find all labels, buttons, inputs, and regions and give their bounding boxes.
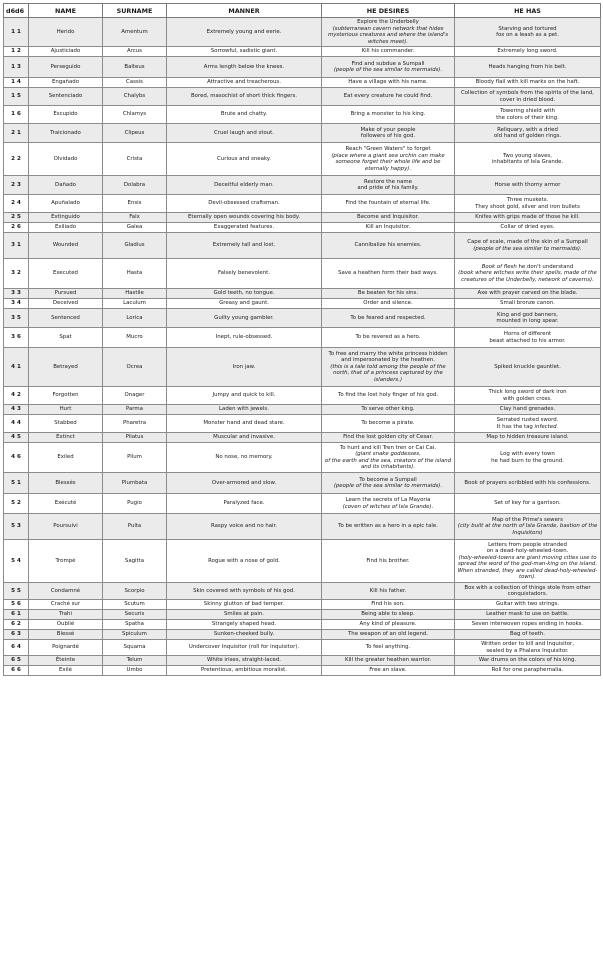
name-cell: Apuñalado [29, 195, 103, 213]
manner-cell: Raspy voice and no hair. [167, 514, 322, 540]
roll-cell: 4 5 [4, 433, 29, 443]
roll-cell: 2 4 [4, 195, 29, 213]
table-row [4, 666, 601, 676]
has-cell: Box with a collection of things stole from other conquistadors. [455, 583, 601, 600]
has-cell: Cape of scale, made of the skin of a Sumpall (people of the sea similar to mermaids). [455, 233, 601, 259]
table-row [4, 443, 601, 473]
table-row [4, 387, 601, 405]
has-cell: Collar of dried eyes. [455, 223, 601, 233]
surname-cell: Parma [103, 405, 167, 415]
manner-cell: Devil-obsessed craftsman. [167, 195, 322, 213]
has-cell: Two young slaves, inhabitants of Isla Grande. [455, 143, 601, 176]
table-row [4, 620, 601, 630]
desires-cell: The weapon of an old legend. [322, 630, 455, 640]
name-cell: Exilé [29, 666, 103, 676]
table-row [4, 143, 601, 176]
manner-cell: Sunken-cheeked bully. [167, 630, 322, 640]
npc-table [3, 3, 601, 676]
manner-cell: Curious and sneaky. [167, 143, 322, 176]
manner-cell: Extremely tall and lost. [167, 233, 322, 259]
manner-cell: Skin covered with symbols of his god. [167, 583, 322, 600]
desires-cell: Restore the name and pride of his family. [322, 176, 455, 195]
manner-cell: Over-armored and slow. [167, 473, 322, 494]
name-cell: Extinct [29, 433, 103, 443]
desires-cell: Kill his commander. [322, 47, 455, 57]
name-cell: Executed [29, 259, 103, 289]
desires-cell: Become and Inquisitor. [322, 213, 455, 223]
surname-cell: Onager [103, 387, 167, 405]
surname-cell: Arcus [103, 47, 167, 57]
roll-cell: 3 1 [4, 233, 29, 259]
desires-cell: Learn the secrets of La Mayoria (coven of witches of Isla Grande). [322, 494, 455, 514]
surname-cell: Sagitta [103, 540, 167, 583]
table-row [4, 195, 601, 213]
desires-cell: Reach "Green Waters" to forget (place where a giant sea urchin can make someone forget their whole life and be eternally happy). [322, 143, 455, 176]
manner-cell: Skinny glutton of bad temper. [167, 600, 322, 610]
surname-cell: Lorica [103, 309, 167, 328]
table-row [4, 233, 601, 259]
roll-cell: 6 3 [4, 630, 29, 640]
name-cell: Ajusticiado [29, 47, 103, 57]
desires-cell: To become a pirate. [322, 415, 455, 433]
manner-cell: Exaggerated features. [167, 223, 322, 233]
name-cell: Exécuté [29, 494, 103, 514]
roll-cell: 5 3 [4, 514, 29, 540]
table-row [4, 348, 601, 387]
name-cell: Stabbed [29, 415, 103, 433]
table-row [4, 223, 601, 233]
table-row [4, 640, 601, 656]
has-cell: Seven interwoven ropes ending in hooks. [455, 620, 601, 630]
has-cell: Three muskets. They shoot gold, silver and iron bullets [455, 195, 601, 213]
surname-cell: Scorpio [103, 583, 167, 600]
roll-cell: 5 2 [4, 494, 29, 514]
has-cell: Starving and tortured fox on a leash as a pet. [455, 18, 601, 47]
has-cell: Axe with prayer carved on the blade. [455, 289, 601, 299]
table-row [4, 656, 601, 666]
surname-cell: Ocrea [103, 348, 167, 387]
desires-cell: Kill an Inquisitor. [322, 223, 455, 233]
table-row [4, 610, 601, 620]
surname-cell: Ensis [103, 195, 167, 213]
surname-cell: Spatha [103, 620, 167, 630]
roll-cell: 6 6 [4, 666, 29, 676]
manner-cell: White irises, straight-laced. [167, 656, 322, 666]
has-cell: Written order to kill and Inquisitor, sealed by a Phalanx Inquisitor. [455, 640, 601, 656]
name-cell: Blessé [29, 630, 103, 640]
manner-cell: Strangely shaped head. [167, 620, 322, 630]
roll-cell: 3 6 [4, 328, 29, 348]
has-cell: Guitar with two strings. [455, 600, 601, 610]
desires-cell: To find the lost holy finger of his god. [322, 387, 455, 405]
surname-cell: Umbo [103, 666, 167, 676]
desires-cell: To be feared and respected. [322, 309, 455, 328]
name-cell: Dañado [29, 176, 103, 195]
desires-cell: Being able to sleep. [322, 610, 455, 620]
roll-cell: 3 5 [4, 309, 29, 328]
table-row [4, 299, 601, 309]
desires-cell: Find his son. [322, 600, 455, 610]
desires-cell: To free and marry the white princess hidden and impersonated by the heathen. (this is a tale told among the people of the north, that of a princess captured by the islanders.) [322, 348, 455, 387]
surname-cell: Telum [103, 656, 167, 666]
header-row [4, 4, 601, 18]
manner-cell: Greasy and gaunt. [167, 299, 322, 309]
name-cell: Poursuivi [29, 514, 103, 540]
header-name: NAME [29, 4, 103, 18]
desires-cell: Make of your people followers of his god. [322, 124, 455, 143]
name-cell: Exiled [29, 443, 103, 473]
table-row [4, 18, 601, 47]
has-cell: Extremely long sword. [455, 47, 601, 57]
manner-cell: Laden with jewels. [167, 405, 322, 415]
name-cell: Éteinte [29, 656, 103, 666]
name-cell: Craché sur [29, 600, 103, 610]
name-cell: Extinguido [29, 213, 103, 223]
desires-cell: Find the lost golden city of Cesar. [322, 433, 455, 443]
has-cell: Log with every town he had burn to the ground. [455, 443, 601, 473]
has-cell: Thick long sword of dark iron with golden cross. [455, 387, 601, 405]
table-row [4, 309, 601, 328]
manner-cell: Cruel laugh and stout. [167, 124, 322, 143]
surname-cell: Chalybs [103, 88, 167, 106]
roll-cell: 5 1 [4, 473, 29, 494]
roll-cell: 3 2 [4, 259, 29, 289]
roll-cell: 4 1 [4, 348, 29, 387]
table-row [4, 583, 601, 600]
surname-cell: Hastile [103, 289, 167, 299]
desires-cell: To feel anything. [322, 640, 455, 656]
desires-cell: Find and subdue a Sumpall (people of the sea similar to mermaids). [322, 57, 455, 78]
manner-cell: Brute and chatty. [167, 106, 322, 124]
table-row [4, 540, 601, 583]
desires-cell: Kill his father. [322, 583, 455, 600]
has-cell: Leather mask to use on battle. [455, 610, 601, 620]
has-cell: Heads hanging from his belt. [455, 57, 601, 78]
name-cell: Betrayed [29, 348, 103, 387]
name-cell: Herido [29, 18, 103, 47]
manner-cell: Gold teeth, no tongue. [167, 289, 322, 299]
name-cell: Blessés [29, 473, 103, 494]
manner-cell: Monster hand and dead stare. [167, 415, 322, 433]
manner-cell: Undercover Inquisitor (roll for inquisitor). [167, 640, 322, 656]
table-row [4, 433, 601, 443]
manner-cell: Falsely benevolent. [167, 259, 322, 289]
table-row [4, 289, 601, 299]
surname-cell: Laculum [103, 299, 167, 309]
table-row [4, 213, 601, 223]
desires-cell: Bring a monster to his king. [322, 106, 455, 124]
roll-cell: 6 4 [4, 640, 29, 656]
has-cell: Bag of teeth. [455, 630, 601, 640]
desires-cell: Be beaten for his sins. [322, 289, 455, 299]
name-cell: Trahi [29, 610, 103, 620]
manner-cell: Sorrowful, sadistic giant. [167, 47, 322, 57]
desires-cell: Eat every creature he could find. [322, 88, 455, 106]
manner-cell: Muscular and invasive. [167, 433, 322, 443]
table-row [4, 259, 601, 289]
table-body [4, 18, 601, 676]
has-cell: King and god banners, mounted in long spear. [455, 309, 601, 328]
has-cell: Set of key for a garrison. [455, 494, 601, 514]
manner-cell: No nose, no memory. [167, 443, 322, 473]
has-cell: War drums on the colors of his king. [455, 656, 601, 666]
desires-cell: Free an slave. [322, 666, 455, 676]
table-row [4, 106, 601, 124]
surname-cell: Pugio [103, 494, 167, 514]
surname-cell: Spiculum [103, 630, 167, 640]
name-cell: Pursued [29, 289, 103, 299]
surname-cell: Dolabra [103, 176, 167, 195]
roll-cell: 3 3 [4, 289, 29, 299]
table-row [4, 630, 601, 640]
roll-cell: 4 3 [4, 405, 29, 415]
name-cell: Perseguido [29, 57, 103, 78]
surname-cell: Hasta [103, 259, 167, 289]
manner-cell: Attractive and treacherous. [167, 78, 322, 88]
table-row [4, 514, 601, 540]
manner-cell: Arms length below the knees. [167, 57, 322, 78]
table-row [4, 328, 601, 348]
surname-cell: Pharetra [103, 415, 167, 433]
desires-cell: Cannibalize his enemies. [322, 233, 455, 259]
desires-cell: To become a Sumpall (people of the sea similar to mermaids). [322, 473, 455, 494]
surname-cell: Scutum [103, 600, 167, 610]
manner-cell: Iron jaw. [167, 348, 322, 387]
manner-cell: Inept, rule-obsessed. [167, 328, 322, 348]
roll-cell: 2 6 [4, 223, 29, 233]
name-cell: Deceived [29, 299, 103, 309]
name-cell: Spat [29, 328, 103, 348]
name-cell: Sentenced [29, 309, 103, 328]
has-cell: Book of flesh he don't understand (book where witches write their spells, made of the creatures of the Underbelly, network of caverns). [455, 259, 601, 289]
roll-cell: 2 2 [4, 143, 29, 176]
name-cell: Oublié [29, 620, 103, 630]
has-cell: Horse with thorny armor [455, 176, 601, 195]
has-cell: Book of prayers scribbled with his confessions. [455, 473, 601, 494]
name-cell: Traicionado [29, 124, 103, 143]
desires-cell: Find the fountain of eternal life. [322, 195, 455, 213]
surname-cell: Amentum [103, 18, 167, 47]
has-cell: Clay hand grenades. [455, 405, 601, 415]
roll-cell: 5 6 [4, 600, 29, 610]
has-cell: Roll for one paraphernalia. [455, 666, 601, 676]
has-cell: Small bronze canon. [455, 299, 601, 309]
surname-cell: Galea [103, 223, 167, 233]
manner-cell: Rogue with a nose of gold. [167, 540, 322, 583]
name-cell: Olvidado [29, 143, 103, 176]
header-desires: HE DESIRES [322, 4, 455, 18]
surname-cell: Cassis [103, 78, 167, 88]
surname-cell: Gladius [103, 233, 167, 259]
manner-cell: Eternally open wounds covering his body. [167, 213, 322, 223]
surname-cell: Balteus [103, 57, 167, 78]
desires-cell: To serve other king. [322, 405, 455, 415]
table-row [4, 88, 601, 106]
surname-cell: Chlamys [103, 106, 167, 124]
desires-cell: To be revered as a hero. [322, 328, 455, 348]
roll-cell: 3 4 [4, 299, 29, 309]
has-cell: Towering shield with the colors of their king. [455, 106, 601, 124]
has-cell: Collection of symbols from the spirits of the land, cover in dried blood. [455, 88, 601, 106]
table-row [4, 415, 601, 433]
surname-cell: Crista [103, 143, 167, 176]
roll-cell: 1 1 [4, 18, 29, 47]
desires-cell: Find his brother. [322, 540, 455, 583]
has-cell: Knifes with grips made of those he kill. [455, 213, 601, 223]
desires-cell: Have a village with his name. [322, 78, 455, 88]
name-cell: Engañado [29, 78, 103, 88]
table-row [4, 124, 601, 143]
table-row [4, 176, 601, 195]
table-row [4, 494, 601, 514]
has-cell: Map of the Prime's sewers (city built at the north of Isla Grande, bastion of the Inquisitors) [455, 514, 601, 540]
name-cell: Poignardé [29, 640, 103, 656]
name-cell: Wounded [29, 233, 103, 259]
surname-cell: Falx [103, 213, 167, 223]
name-cell: Sentenciado [29, 88, 103, 106]
has-cell: Letters from people stranded on a dead-holy-wheeled-town. (holy-wheeled-towns are giant moving cities use to spread the word of the god-man-king on the island. When stranded, they are called dead-holy-wheeled-town). [455, 540, 601, 583]
name-cell: Exiliado [29, 223, 103, 233]
desires-cell: Any kind of pleasure. [322, 620, 455, 630]
table-row [4, 57, 601, 78]
manner-cell: Extremely young and eerie. [167, 18, 322, 47]
roll-cell: 1 4 [4, 78, 29, 88]
desires-cell: To hunt and kill Tren tren or Cai Cai. (giant snake goddesses, of the earth and the sea, creators of the island and its inhabitants). [322, 443, 455, 473]
manner-cell: Deceitful elderly man. [167, 176, 322, 195]
roll-cell: 2 5 [4, 213, 29, 223]
manner-cell: Guilty young gambler. [167, 309, 322, 328]
desires-cell: Order and silence. [322, 299, 455, 309]
has-cell: Serrated rusted sword. It has the tag infected. [455, 415, 601, 433]
manner-cell: Jumpy and quick to kill. [167, 387, 322, 405]
roll-cell: 1 3 [4, 57, 29, 78]
has-cell: Spiked knuckle gauntlet. [455, 348, 601, 387]
desires-cell: Save a heathen form their bad ways. [322, 259, 455, 289]
roll-cell: 2 1 [4, 124, 29, 143]
desires-cell: To be written as a hero in a epic tale. [322, 514, 455, 540]
manner-cell: Paralyzed face. [167, 494, 322, 514]
has-cell: Bloody flail with kill marks on the haft. [455, 78, 601, 88]
roll-cell: 4 6 [4, 443, 29, 473]
roll-cell: 1 6 [4, 106, 29, 124]
table-row [4, 47, 601, 57]
table-row [4, 78, 601, 88]
surname-cell: Pilum [103, 443, 167, 473]
roll-cell: 5 5 [4, 583, 29, 600]
roll-cell: 1 5 [4, 88, 29, 106]
surname-cell: Securis [103, 610, 167, 620]
name-cell: Trompé [29, 540, 103, 583]
header-roll: d6d6 [4, 4, 29, 18]
surname-cell: Pulta [103, 514, 167, 540]
has-cell: Reliquary, with a dried old hand of golden rings. [455, 124, 601, 143]
has-cell: Map to hidden treasure island. [455, 433, 601, 443]
roll-cell: 6 1 [4, 610, 29, 620]
name-cell: Condamné [29, 583, 103, 600]
header-manner: MANNER [167, 4, 322, 18]
table-row [4, 473, 601, 494]
manner-cell: Smiles at pain. [167, 610, 322, 620]
roll-cell: 5 4 [4, 540, 29, 583]
header-has: HE HAS [455, 4, 601, 18]
has-cell: Horns of different beast attached to his armor. [455, 328, 601, 348]
surname-cell: Mucro [103, 328, 167, 348]
roll-cell: 6 2 [4, 620, 29, 630]
surname-cell: Clipeus [103, 124, 167, 143]
surname-cell: Squama [103, 640, 167, 656]
surname-cell: Pilatus [103, 433, 167, 443]
manner-cell: Pretentious, ambitious moralist. [167, 666, 322, 676]
surname-cell: Plumbata [103, 473, 167, 494]
roll-cell: 2 3 [4, 176, 29, 195]
desires-cell: Explore the Underbelly (subterranean cavern network that hides mysterious creatures and where the island's witches meet). [322, 18, 455, 47]
desires-cell: Kill the greater heathen warrior. [322, 656, 455, 666]
roll-cell: 1 2 [4, 47, 29, 57]
table-row [4, 405, 601, 415]
roll-cell: 4 4 [4, 415, 29, 433]
manner-cell: Bored, masochist of short thick fingers. [167, 88, 322, 106]
table-row [4, 600, 601, 610]
roll-cell: 4 2 [4, 387, 29, 405]
name-cell: Forgotten [29, 387, 103, 405]
name-cell: Hurt [29, 405, 103, 415]
name-cell: Escupido [29, 106, 103, 124]
roll-cell: 6 5 [4, 656, 29, 666]
header-surname: SURNAME [103, 4, 167, 18]
